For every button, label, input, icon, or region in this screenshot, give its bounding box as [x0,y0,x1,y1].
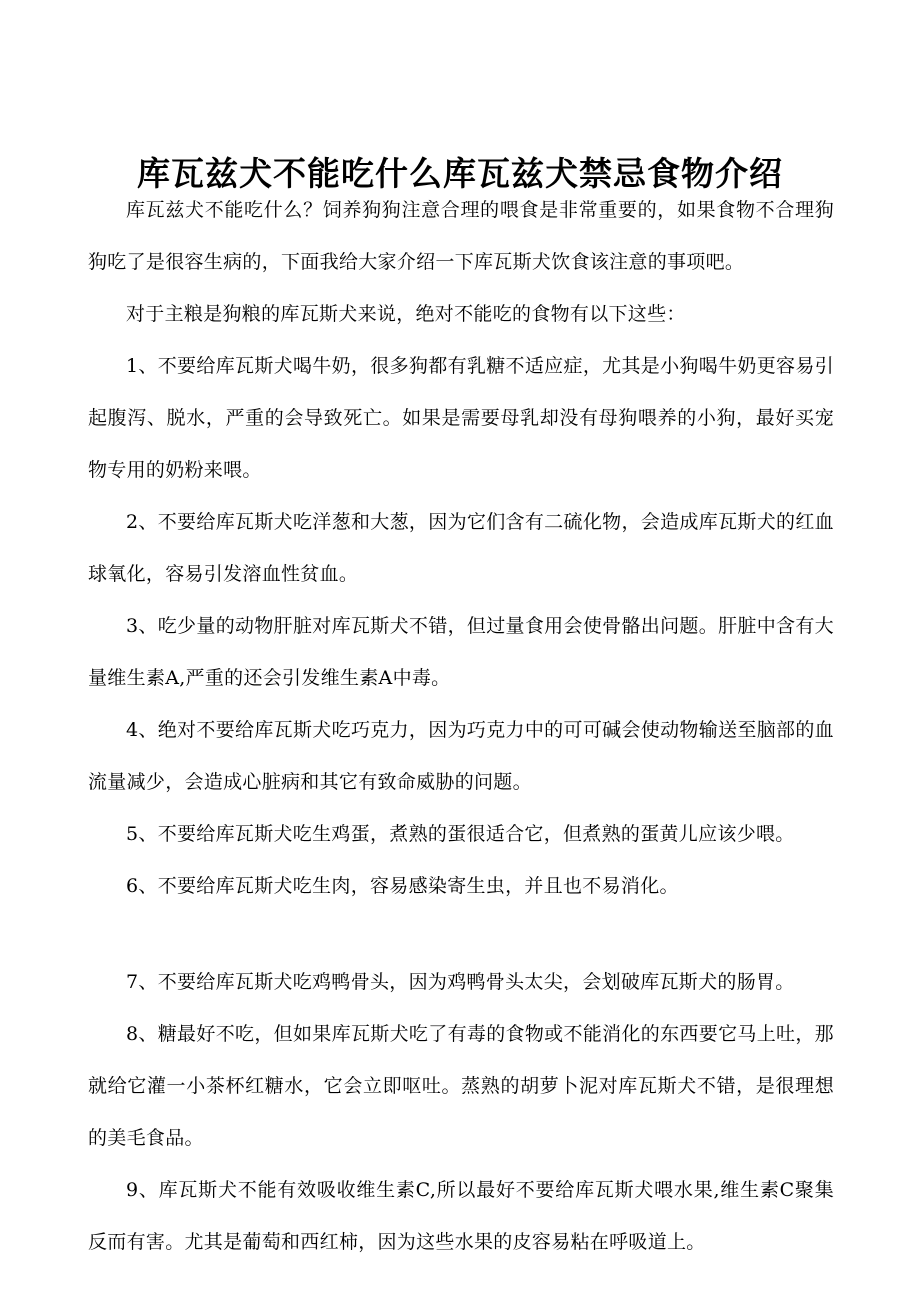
item-9-paragraph: 9、库瓦斯犬不能有效吸收维生素C,所以最好不要给库瓦斯犬喂水果,维生素C聚集反而有害。尤其是葡萄和西红柿，因为这些水果的皮容易粘在呼吸道上。 [88,1179,834,1253]
document-title: 库瓦兹犬不能吃什么库瓦兹犬禁忌食物介绍 [137,154,783,194]
item-6-paragraph: 6、不要给库瓦斯犬吃生肉，容易感染寄生虫，并且也不易消化。 [126,875,679,897]
item-3-paragraph: 3、吃少量的动物肝脏对库瓦斯犬不错，但过量食用会使骨骼出问题。肝脏中含有大量维生素A,严重的还会引发维生素A中毒。 [88,615,834,689]
list-intro-paragraph: 对于主粮是狗粮的库瓦斯犬来说，绝对不能吃的食物有以下这些： [126,303,686,325]
item-4-paragraph: 4、绝对不要给库瓦斯犬吃巧克力，因为巧克力中的可可碱会使动物输送至脑部的血流量减少，会造成心脏病和其它有致命威胁的问题。 [88,719,834,793]
item-7-paragraph: 7、不要给库瓦斯犬吃鸡鸭骨头，因为鸡鸭骨头太尖，会划破库瓦斯犬的肠胃。 [126,971,795,993]
intro-paragraph: 库瓦兹犬不能吃什么？饲养狗狗注意合理的喂食是非常重要的，如果食物不合理狗狗吃了是很容生病的，下面我给大家介绍一下库瓦斯犬饮食该注意的事项吧。 [88,199,834,273]
item-5-paragraph: 5、不要给库瓦斯犬吃生鸡蛋，煮熟的蛋很适合它，但煮熟的蛋黄儿应该少喂。 [126,823,795,845]
item-8-paragraph: 8、糖最好不吃，但如果库瓦斯犬吃了有毒的食物或不能消化的东西要它马上吐，那就给它灌一小茶杯红糖水，它会立即呕吐。蒸熟的胡萝卜泥对库瓦斯犬不错，是很理想的美毛食品。 [88,1023,834,1149]
item-1-paragraph: 1、不要给库瓦斯犬喝牛奶，很多狗都有乳糖不适应症，尤其是小狗喝牛奶更容易引起腹泻、脱水，严重的会导致死亡。如果是需要母乳却没有母狗喂养的小狗，最好买宠物专用的奶粉来喂。 [88,355,834,481]
document-body [88,184,834,1268]
item-2-paragraph: 2、不要给库瓦斯犬吃洋葱和大葱，因为它们含有二硫化物，会造成库瓦斯犬的红血球氧化，容易引发溶血性贫血。 [88,511,834,585]
